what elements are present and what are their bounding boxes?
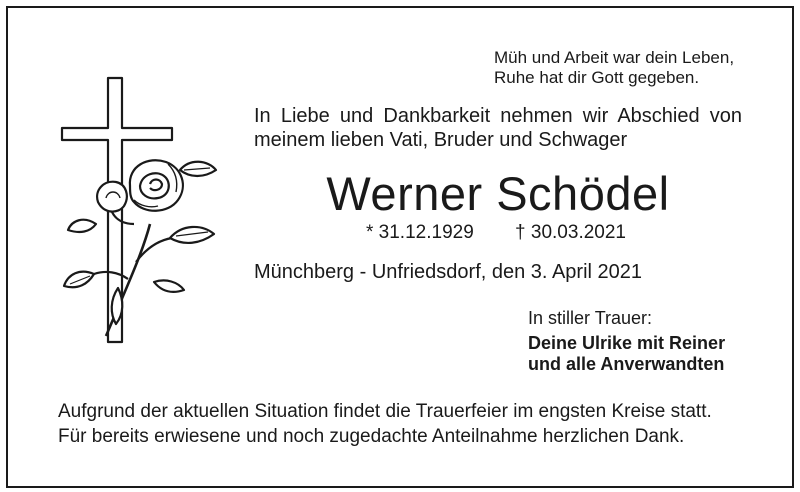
notice-line-1: Aufgrund der aktuellen Situation findet die Trauerfeier im engsten Kreise statt. [58,401,712,422]
notice-line-2: Für bereits erwiesene und noch zugedachte Anteilnahme herzlichen Dank. [58,426,685,447]
intro-line-1: In Liebe und Dankbarkeit nehmen wir Abschied von [254,105,742,127]
mourners-line-1: Deine Ulrike mit Reiner [528,333,726,353]
deceased-name: Werner Schödel [326,167,670,220]
motto-line-1: Müh und Arbeit war dein Leben, [494,48,735,67]
motto-line-2: Ruhe hat dir Gott gegeben. [494,68,700,87]
mourners-line-2: und alle Anverwandten [528,354,725,374]
intro-text [254,104,742,152]
mourners-list [528,333,725,375]
motto-verse [494,48,734,88]
funeral-notice [58,399,712,449]
cross-with-rose-icon [58,74,228,344]
death-date: † 30.03.2021 [515,222,626,243]
mourning-label: In stiller Trauer: [528,308,653,328]
life-dates [366,221,626,245]
intro-line-2: meinem lieben Vati, Bruder und Schwager [254,129,628,151]
place-and-date: Münchberg - Unfriedsdorf, den 3. April 2021 [254,261,642,283]
birth-date: * 31.12.1929 [366,222,474,243]
